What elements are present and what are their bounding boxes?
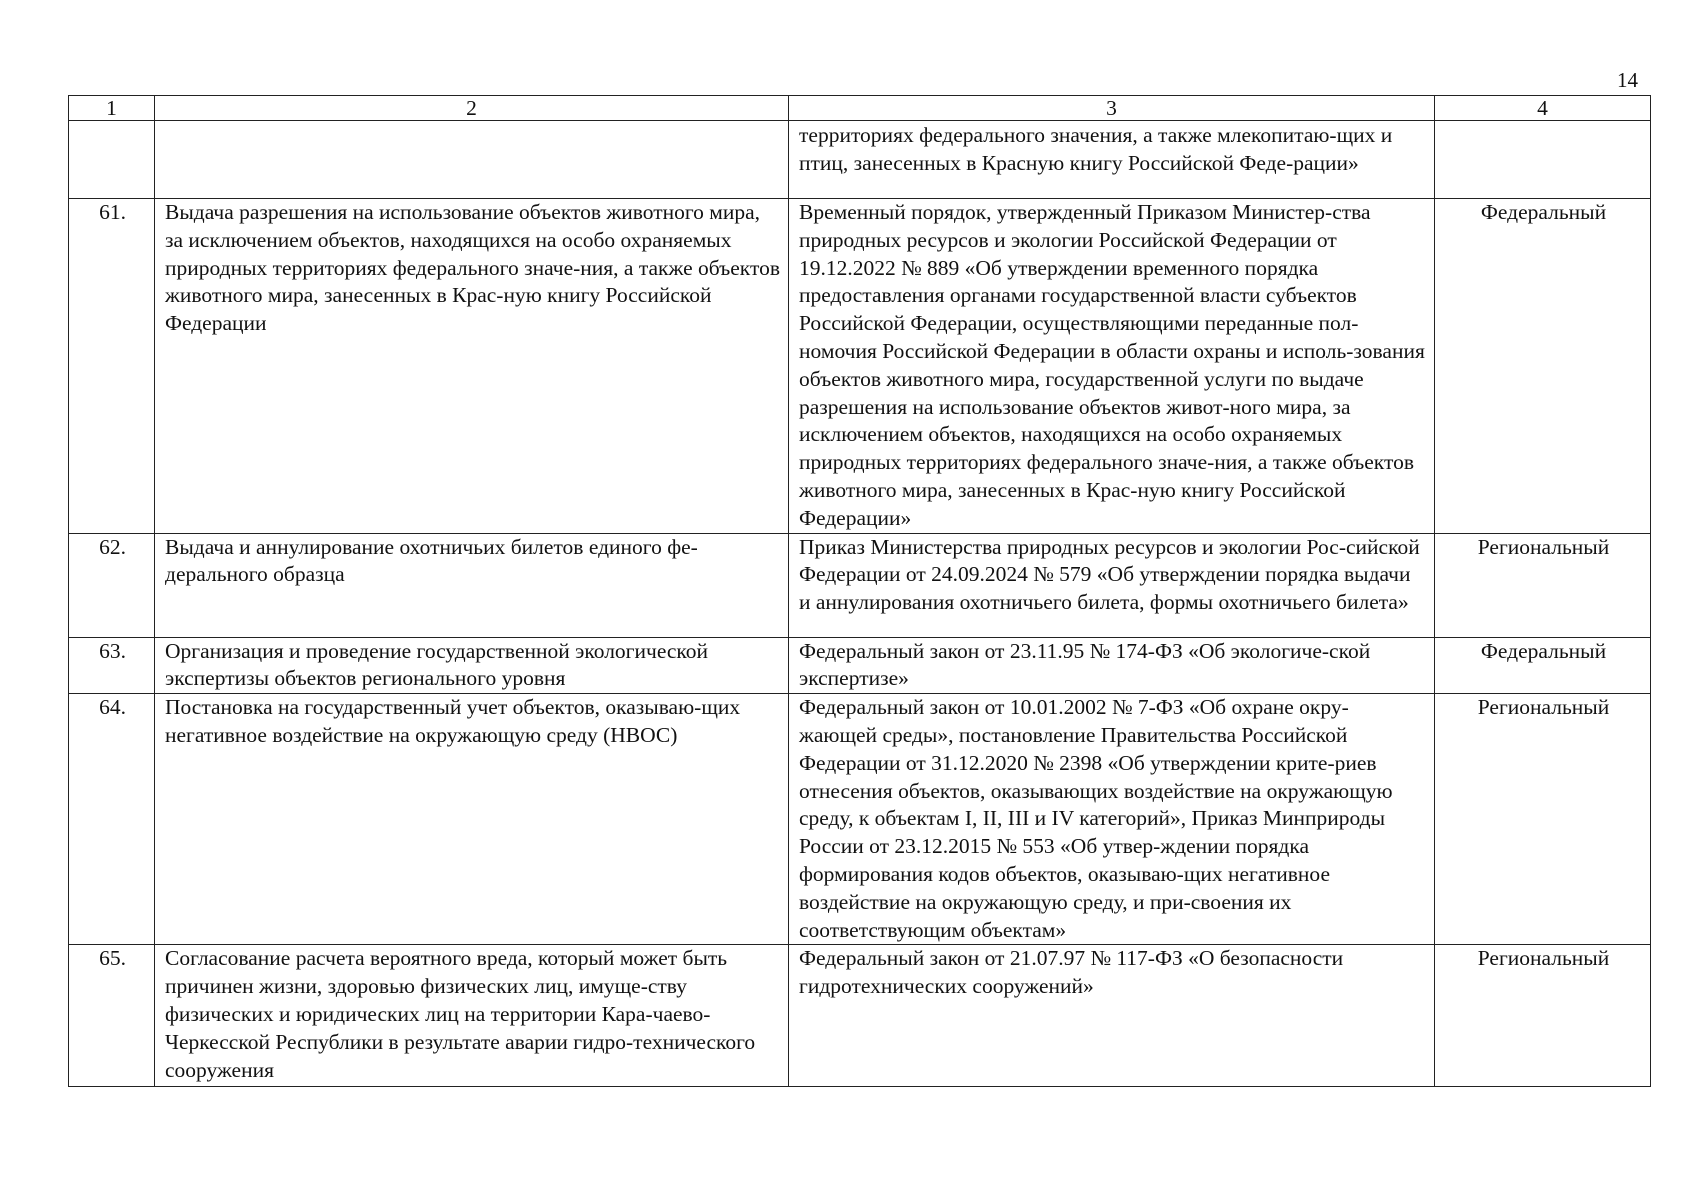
- table-header-row: [69, 96, 1651, 121]
- table-row: [69, 199, 1651, 534]
- cell-service: [155, 121, 789, 199]
- cell-number: 63.: [69, 637, 155, 694]
- table-row: [69, 945, 1651, 1087]
- cell-number: 65.: [69, 945, 155, 1087]
- cell-service: Постановка на государственный учет объектов, оказываю-щих негативное воздействие на окружающую среду (НВОС): [155, 694, 789, 945]
- column-header-number: 1: [69, 96, 155, 121]
- cell-legal-basis: Федеральный закон от 10.01.2002 № 7-ФЗ «Об охране окру-жающей среды», постановление Правительства Российской Федерации от 31.12.2020 № 2398 «Об утверждении крите-риев отнесения объектов, оказывающих воздействие на окружающую среду, к объектам I, II, III и IV категорий», Приказ Минприроды России от 23.12.2015 № 553 «Об утвер-ждении порядка формирования кодов объектов, оказываю-щих негативное воздействие на окружающую среду, и при-своения их соответствующим объектам»: [789, 694, 1435, 945]
- cell-number: 62.: [69, 533, 155, 637]
- cell-service: Согласование расчета вероятного вреда, который может быть причинен жизни, здоровью физических лиц, имуще-ству физических и юридических лиц на территории Кара-чаево-Черкесской Республики в результате аварии гидро-технического сооружения: [155, 945, 789, 1087]
- column-header-level: 4: [1435, 96, 1651, 121]
- column-header-service: 2: [155, 96, 789, 121]
- cell-service: Выдача и аннулирование охотничьих билетов единого фе-дерального образца: [155, 533, 789, 637]
- column-header-legal-basis: 3: [789, 96, 1435, 121]
- cell-legal-basis: Приказ Министерства природных ресурсов и экологии Рос-сийской Федерации от 24.09.2024 № 579 «Об утверждении порядка выдачи и аннулирования охотничьего билета, формы охотничьего билета»: [789, 533, 1435, 637]
- cell-legal-basis: территориях федерального значения, а также млекопитаю-щих и птиц, занесенных в Красную книгу Российской Феде-рации»: [789, 121, 1435, 199]
- cell-number: 64.: [69, 694, 155, 945]
- cell-level: Региональный: [1435, 945, 1651, 1087]
- cell-service: Выдача разрешения на использование объектов животного мира, за исключением объектов, находящихся на особо охраняемых природных территориях федерального значе-ния, а также объектов животного мира, занесенных в Крас-ную книгу Российской Федерации: [155, 199, 789, 534]
- table-row-continuation: [69, 121, 1651, 199]
- services-table: [68, 95, 1651, 1087]
- cell-level: Федеральный: [1435, 637, 1651, 694]
- cell-level: Региональный: [1435, 533, 1651, 637]
- table-row: [69, 533, 1651, 637]
- cell-number: [69, 121, 155, 199]
- cell-level: Региональный: [1435, 694, 1651, 945]
- cell-level: Федеральный: [1435, 199, 1651, 534]
- table-row: [69, 694, 1651, 945]
- cell-service: Организация и проведение государственной экологической экспертизы объектов регионального уровня: [155, 637, 789, 694]
- cell-legal-basis: Временный порядок, утвержденный Приказом Министер-ства природных ресурсов и экологии Российской Федерации от 19.12.2022 № 889 «Об утверждении временного порядка предоставления органами государственной власти субъектов Российской Федерации, осуществляющими переданные пол-номочия Российской Федерации в области охраны и исполь-зования объектов животного мира, государственной услуги по выдаче разрешения на использование объектов живот-ного мира, за исключением объектов, находящихся на особо охраняемых природных территориях федерального значе-ния, а также объектов животного мира, занесенных в Крас-ную книгу Российской Федерации»: [789, 199, 1435, 534]
- cell-number: 61.: [69, 199, 155, 534]
- cell-legal-basis: Федеральный закон от 23.11.95 № 174-ФЗ «Об экологиче-ской экспертизе»: [789, 637, 1435, 694]
- page-number: 14: [1617, 68, 1638, 92]
- cell-legal-basis: Федеральный закон от 21.07.97 № 117-ФЗ «О безопасности гидротехнических сооружений»: [789, 945, 1435, 1087]
- cell-level: [1435, 121, 1651, 199]
- table-row: [69, 637, 1651, 694]
